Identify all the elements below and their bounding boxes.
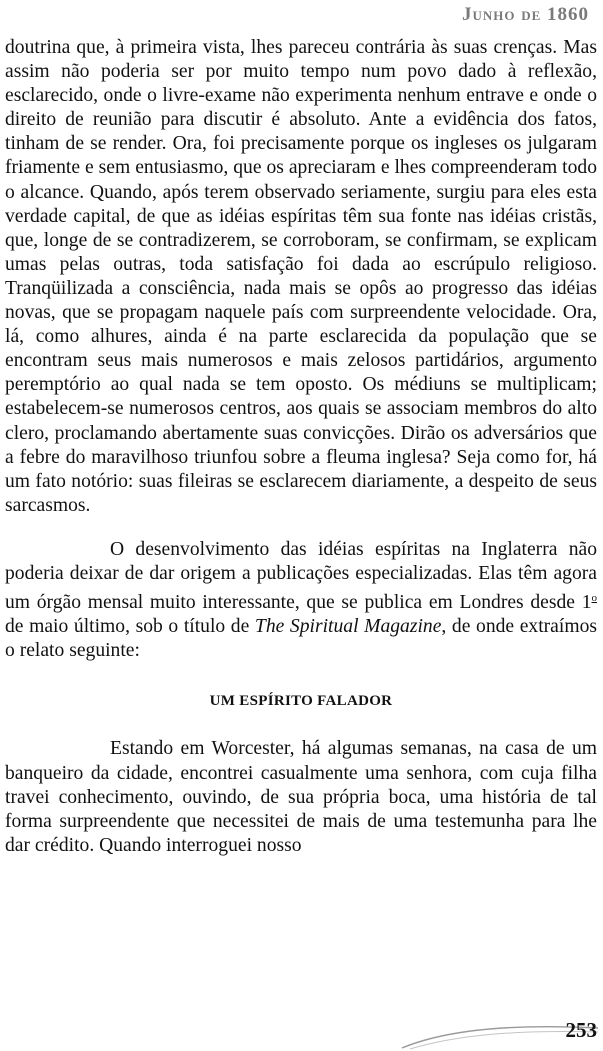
magazine-title: The Spiritual Magazine [254,616,442,638]
running-head: Junho de 1860 [461,4,589,25]
section-heading: UM ESPÍRITO FALADOR [209,693,393,710]
page-body [5,36,597,858]
paragraph-text-middle: de maio último, sob o título de [5,616,255,638]
page-number: 253 [565,1018,597,1042]
paragraph-spiritual-magazine [5,538,597,663]
paragraph-worcester: Estando em Worcester, há algumas semanas, na casa de um banqueiro da cidade, encontrei casualmente uma senhora, com cuja filha travei conhecimento, ouvindo, de sua própria boca, uma história de tal forma surpreendente que necessitei de mais de uma testemunha para lhe dar crédito. Quando interroguei nosso [5,738,597,856]
paragraph-text-start: O desenvolvimento das idéias espíritas na Inglaterra não poderia deixar de dar origem a publicações especializadas. Elas têm agora um órgão mensal muito interessante, que se publica em Londres desde 1 [5,538,597,614]
paragraph-text-end: , de onde extraímos o relato seguinte: [5,616,597,662]
paragraph-continuation: doutrina que, à primeira vista, lhes pareceu contrária às suas crenças. Mas assim não poderia ser por muito tempo num povo dado à reflexão, esclarecido, onde o livre-exame não experimenta nenhum entrave e onde o direito de reunião para discutir é absoluto. Ante a evidência dos fatos, tinham de se render. Ora, foi precisamente porque os ingleses os julgaram friamente e sem entusiasmo, que os apreciaram e lhes compreenderam todo o alcance. Quando, após terem observado seriamente, surgiu para eles esta verdade capital, de que as idéias espíritas têm sua fonte nas idéias cristãs, que, longe de se contradizerem, se corroboram, se confirmam, se explicam umas pelas outras, toda satisfação foi dada ao escrúpulo religioso. Tranqüilizada a consciência, nada mais se opôs ao progresso das idéias novas, que se propagam naquele país com surpreendente velocidade. Ora, lá, como alhures, ainda é na parte esclarecida da população que se encontram seus mais numerosos e mais zelosos partidários, argumento peremptório ao qual nada se tem oposto. Os médiuns se multiplicam; estabelecem-se numerosos centros, aos quais se associam membros do alto clero, proclamando abertamente suas convicções. Dirão os adversários que a febre do maravilhoso triunfou sobre a fleuma inglesa? Seja como for, há um fato notório: suas fileiras se esclarecem diariamente, a despeito de seus sarcasmos. [5,37,597,516]
ordinal-superscript: o [591,592,597,605]
